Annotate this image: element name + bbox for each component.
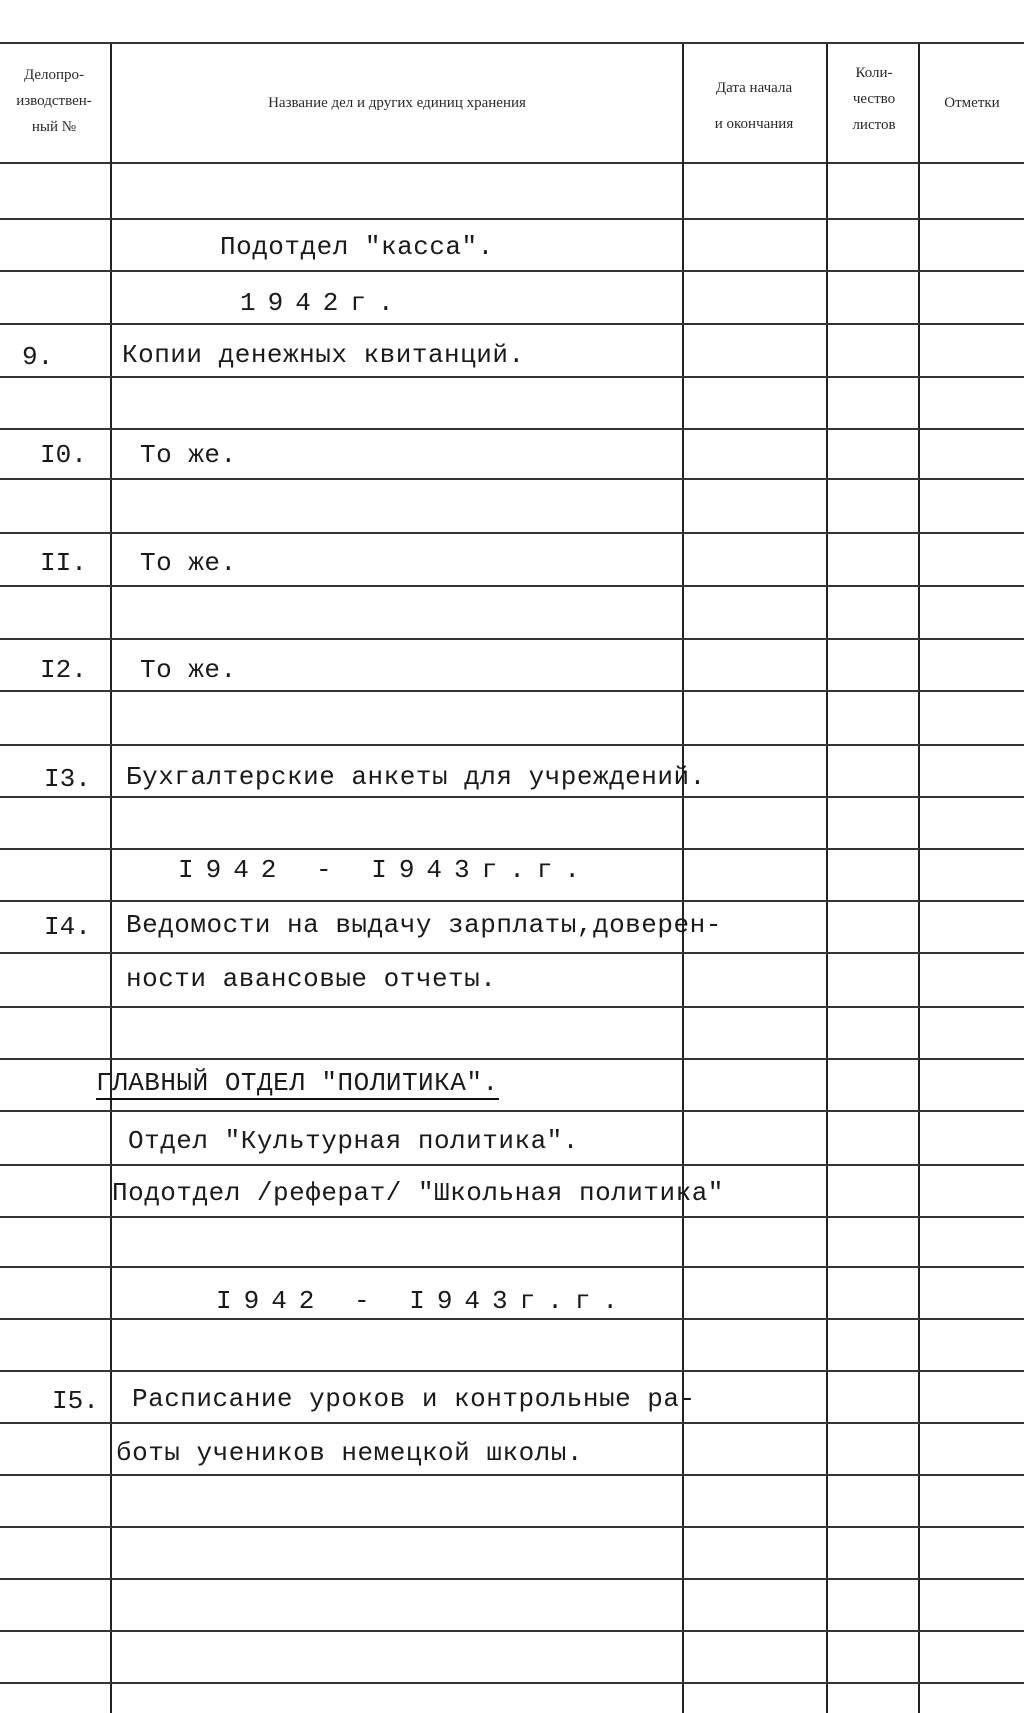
- item-12-title: То же.: [140, 655, 237, 685]
- ruled-line: [0, 1058, 1024, 1060]
- ruled-line: [0, 270, 1024, 272]
- ruled-line: [0, 1164, 1024, 1166]
- item-11-title: То же.: [140, 548, 237, 578]
- ruled-line: [0, 848, 1024, 850]
- ruled-line: [0, 952, 1024, 954]
- dept-culture-heading: Отдел "Культурная политика".: [128, 1126, 579, 1156]
- header-dates-line2: и окончания: [714, 116, 794, 132]
- ruled-line: [0, 638, 1024, 640]
- ruled-line: [0, 1006, 1024, 1008]
- item-10-title: То же.: [140, 440, 237, 470]
- ruled-line: [0, 1578, 1024, 1580]
- ruled-line: [0, 585, 1024, 587]
- ruled-line: [0, 1526, 1024, 1528]
- header-notes-column: Отметки: [944, 95, 1000, 111]
- years-1942-1943-heading-b: I942 - I943г.г.: [216, 1286, 631, 1316]
- main-dept-heading: ГЛАВНЫЙ ОТДЕЛ "ПОЛИТИКА".: [96, 1068, 499, 1098]
- ruled-line: [0, 1266, 1024, 1268]
- ruled-line: [0, 744, 1024, 746]
- column-rule-1: [110, 44, 112, 1713]
- subdept-kassa-heading: Подотдел "касса".: [220, 232, 494, 262]
- header-number-line1: Делопро-: [23, 67, 85, 83]
- ruled-line: [0, 1422, 1024, 1424]
- ruled-line: [0, 1318, 1024, 1320]
- ruled-line: [0, 218, 1024, 220]
- item-9-title: Копии денежных квитанций.: [122, 340, 525, 370]
- ruled-line: [0, 532, 1024, 534]
- item-number-9: 9.: [22, 342, 54, 372]
- column-rule-2: [682, 44, 684, 1713]
- item-13-title: Бухгалтерские анкеты для учреждений.: [126, 762, 706, 792]
- subdept-school-heading: Подотдел /реферат/ "Школьная политика": [112, 1178, 724, 1208]
- header-bottom-rule: [0, 162, 1024, 164]
- header-dates-column: [684, 70, 824, 142]
- header-top-rule: [0, 42, 1024, 44]
- ruled-line: [0, 1370, 1024, 1372]
- item-number-15: I5.: [52, 1386, 99, 1416]
- column-rule-4: [918, 44, 920, 1713]
- ruled-line: [0, 478, 1024, 480]
- header-sheets-line2: чество: [852, 91, 896, 107]
- year-1942-heading: 1942г.: [240, 288, 406, 318]
- ruled-line: [0, 1474, 1024, 1476]
- ruled-line: [0, 900, 1024, 902]
- item-14-title-line2: ности авансовые отчеты.: [126, 964, 497, 994]
- ruled-line: [0, 1110, 1024, 1112]
- header-number-column: [0, 62, 108, 140]
- ruled-line: [0, 376, 1024, 378]
- item-15-title-line2: боты учеников немецкой школы.: [116, 1438, 583, 1468]
- ruled-line: [0, 428, 1024, 430]
- ruled-line: [0, 1216, 1024, 1218]
- header-sheets-line1: Коли-: [855, 65, 893, 81]
- ruled-line: [0, 1682, 1024, 1684]
- header-number-line2: изводствен-: [16, 93, 92, 109]
- item-number-13: I3.: [44, 764, 91, 794]
- years-1942-1943-heading-a: I942 - I943г.г.: [178, 855, 593, 885]
- column-rule-3: [826, 44, 828, 1713]
- ruled-line: [0, 1630, 1024, 1632]
- item-number-10: I0.: [40, 440, 87, 470]
- item-number-11: II.: [40, 548, 87, 578]
- header-dates-line1: Дата начала: [715, 80, 793, 96]
- item-number-14: I4.: [44, 912, 91, 942]
- item-number-12: I2.: [40, 655, 87, 685]
- header-sheets-column: [828, 60, 920, 138]
- ruled-line: [0, 690, 1024, 692]
- ruled-line: [0, 796, 1024, 798]
- header-number-line3: ный №: [31, 119, 77, 135]
- ruled-line: [0, 323, 1024, 325]
- header-title-column: Название дел и других единиц хранения: [268, 95, 526, 111]
- item-14-title-line1: Ведомости на выдачу зарплаты,доверен-: [126, 910, 722, 940]
- header-sheets-line3: листов: [852, 117, 896, 133]
- item-15-title-line1: Расписание уроков и контрольные ра-: [132, 1384, 696, 1414]
